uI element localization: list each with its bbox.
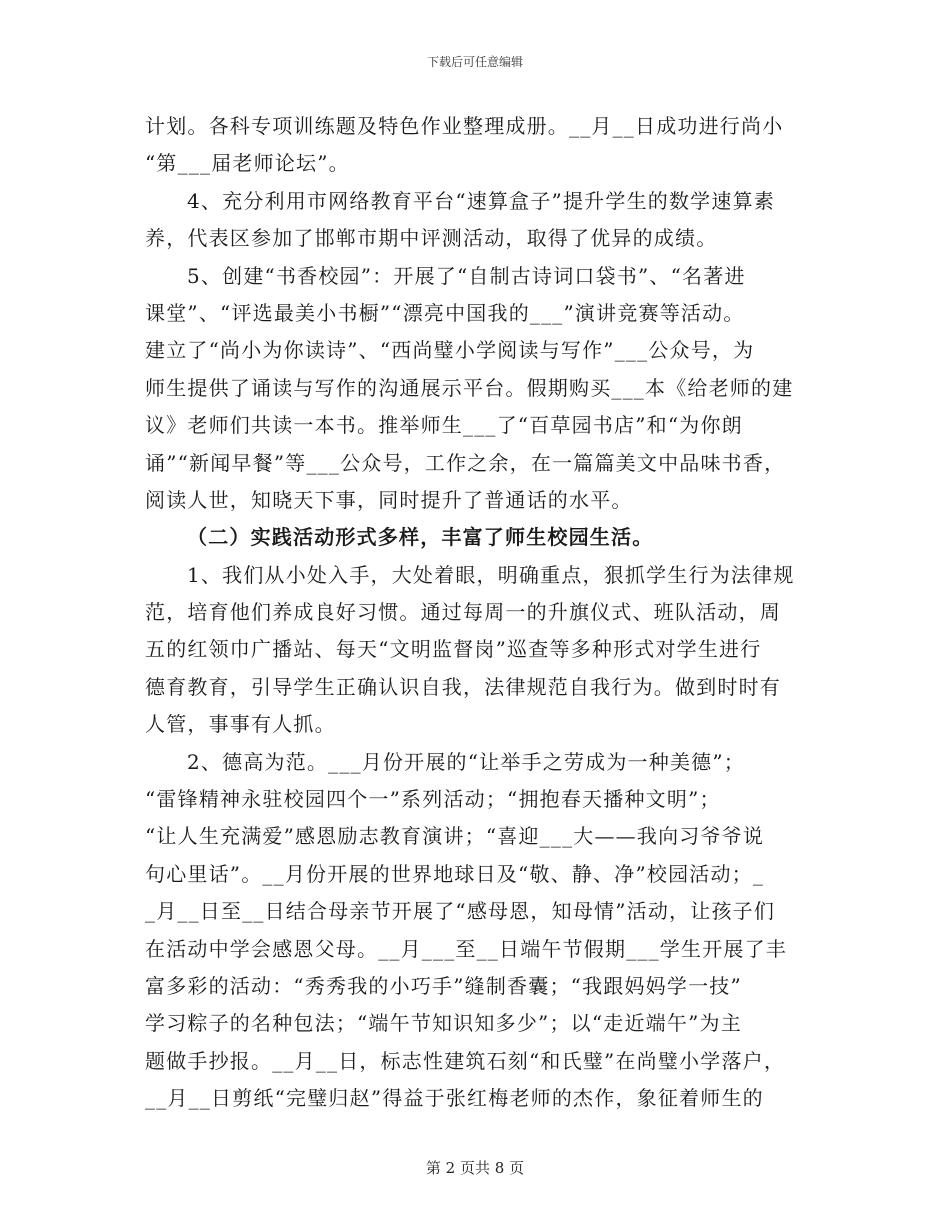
text-line: 课堂”、“评选最美小书橱”“漂亮中国我的___”演讲竞赛等活动。 — [145, 300, 745, 325]
text-line: 诵”“新闻早餐”等___公众号，工作之余，在一篇篇美文中品味书香， — [145, 450, 786, 475]
text-line: 5、创建“书香校园”：开展了“自制古诗词口袋书”、“名著进 — [187, 263, 746, 288]
text-line: 人管，事事有人抓。 — [145, 712, 336, 737]
text-line: 在活动中学会感恩父母。__月___至__日端午节假期___学生开展了丰 — [145, 936, 787, 961]
text-line: “让人生充满爱”感恩励志教育演讲；“喜迎___大——我向习爷爷说 — [145, 824, 765, 849]
text-line: “雷锋精神永驻校园四个一”系列活动；“拥抱春天播种文明”； — [145, 787, 721, 812]
text-line: 2、德高为范。___月份开展的“让举手之劳成为一种美德”； — [187, 749, 745, 774]
text-line: 议》老师们共读一本书。推举师生___了“百草园书店”和“为你朗 — [145, 413, 743, 438]
text-line: 4、充分利用市网络教育平台“速算盒子”提升学生的数学速算素 — [187, 188, 775, 213]
text-line: 养，代表区参加了邯郸市期中评测活动，取得了优异的成绩。 — [145, 226, 718, 251]
text-line: 建立了“尚小为你读诗”、“西尚璧小学阅读与写作”___公众号，为 — [145, 338, 755, 363]
text-line: “第___届老师论坛”。 — [145, 151, 350, 176]
text-line: 富多彩的活动：“秀秀我的小巧手”缝制香囊；“我跟妈妈学一技” — [145, 973, 742, 998]
text-line: 范，培育他们养成良好习惯。通过每周一的升旗仪式、班队活动，周 — [145, 600, 781, 625]
text-line: __月__日剪纸“完璧归赵”得益于张红梅老师的杰作，象征着师生的 — [145, 1086, 764, 1111]
document-body — [145, 108, 805, 1118]
page-header-note: 下载后可任意编辑 — [426, 55, 523, 69]
page-number: 第 2 页共 8 页 — [425, 1159, 525, 1177]
text-line: _月__日至__日结合母亲节开展了“感母恩，知母情”活动，让孩子们 — [145, 899, 776, 924]
text-line: 学习粽子的名种包法；“端午节知识知多少”；以“走近端午”为主 — [145, 1011, 742, 1036]
text-line: 阅读人世，知晓天下事，同时提升了普通话的水平。 — [145, 487, 633, 512]
text-line: 句心里话”。__月份开展的世界地球日及“敬、静、净”校园活动；_ — [145, 861, 765, 886]
text-line: 题做手抄报。__月__日，标志性建筑石刻“和氏璧”在尚璧小学落户， — [145, 1048, 786, 1073]
text-line: 五的红领巾广播站、每天“文明监督岗”巡查等多种形式对学生进行 — [145, 637, 762, 662]
text-line: 计划。各科专项训练题及特色作业整理成册。__月__日成功进行尚小 — [145, 114, 784, 138]
section-heading: （二）实践活动形式多样，丰富了师生校园生活。 — [187, 525, 654, 550]
text-line: 师生提供了诵读与写作的沟通展示平台。假期购买___本《给老师的建 — [145, 375, 794, 400]
text-line: 1、我们从小处入手，大处着眼，明确重点，狠抓学生行为法律规 — [187, 562, 795, 587]
text-line: 德育教育，引导学生正确认识自我，法律规范自我行为。做到时时有 — [145, 674, 781, 699]
